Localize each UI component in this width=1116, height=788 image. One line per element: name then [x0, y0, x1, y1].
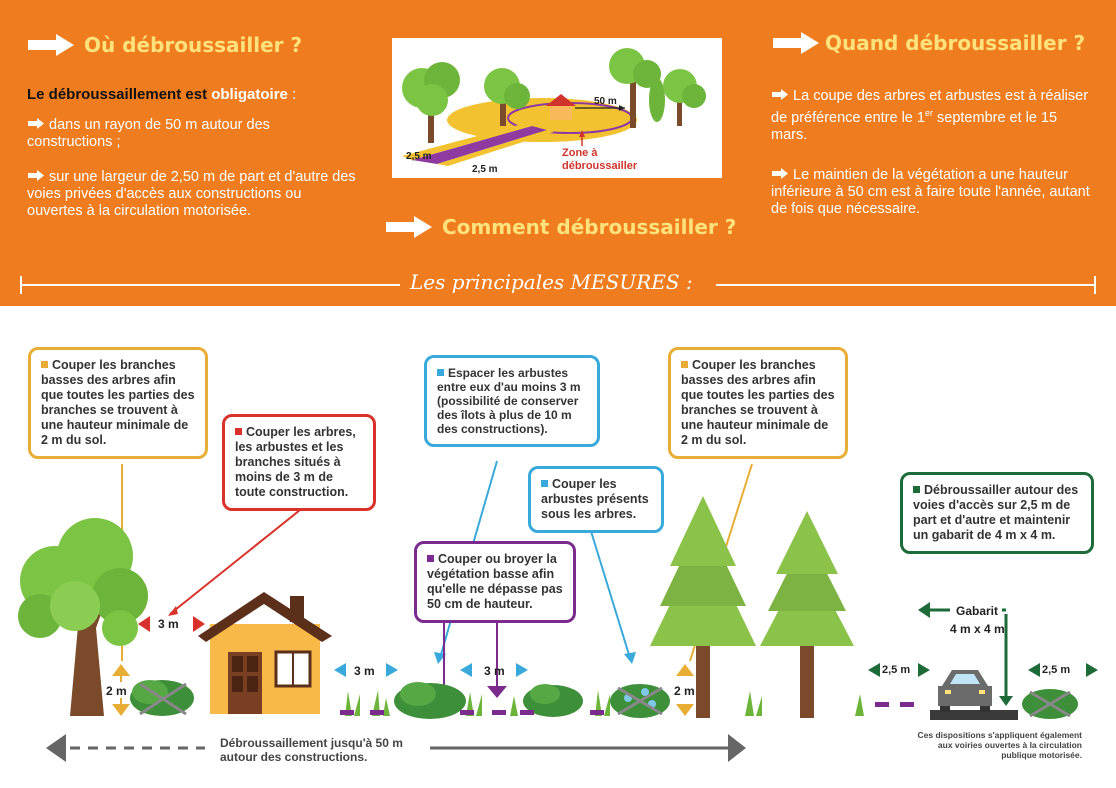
bubble-roads-text: Débroussailler autour des voies d'accès sur 2,5 m de part et d'autre et maintenir un gabarit de 4 m x 4 m. [913, 483, 1079, 542]
bubble-branches-right-text: Couper les branches basses des arbres afin que toutes les parties des branches se trouvent à une hauteur minimale de 2 m du sol. [681, 358, 835, 447]
house-icon [198, 592, 332, 714]
bubble-under-trees [528, 466, 664, 533]
bubble-spacing-text: Espacer les arbustes entre eux d'au moins 3 m (possibilité de conserver des îlots à plus de 10 m des constructions). [437, 366, 581, 436]
bubble-low-vegetation [414, 541, 576, 623]
arrow-right-icon [27, 118, 45, 129]
bubble-branches-left [28, 347, 208, 459]
arrow-right-icon [771, 89, 789, 100]
map-zone-line2: débroussailler [562, 160, 638, 172]
car-icon [938, 670, 992, 712]
dist-3m-b: 3 m [484, 664, 505, 678]
height-2m-left: 2 m [106, 684, 127, 698]
bubble-low-vegetation-text: Couper ou broyer la végétation basse afin qu'elle ne dépasse pas 50 cm de hauteur. [427, 552, 563, 611]
quand-title: Quand débroussailler ? [825, 31, 1086, 55]
bubble-spacing [424, 355, 600, 447]
fir-tree-icon [760, 511, 854, 718]
quand-item-1 [771, 88, 1091, 144]
bush-icon [1022, 689, 1078, 719]
blue-square-icon [541, 480, 548, 487]
bubble-cut-3m [222, 414, 376, 511]
green-square-icon [913, 486, 920, 493]
height-2m-right: 2 m [674, 684, 695, 698]
quand-item-1-text-a: La coupe des arbres et arbustes est à réaliser de préférence entre le 1 [771, 88, 1089, 126]
width-25m-right: 2,5 m [1042, 664, 1071, 676]
gabarit-label-1: Gabarit [956, 604, 999, 618]
mesures-title: Les principales MESURES : [410, 270, 693, 294]
ou-item-1-text: dans un rayon de 50 m autour des constructions ; [27, 117, 270, 150]
obligatoire-word: obligatoire [211, 86, 288, 103]
mesures-rule-right [716, 284, 1096, 286]
blue-square-icon [437, 369, 444, 376]
arrow-right-icon [771, 168, 789, 179]
pointer-line-b4 [590, 528, 630, 658]
quand-item-1-sup: er [924, 108, 933, 118]
arrow-right-icon [384, 214, 434, 240]
quand-item-1-text-b: septembre et le 15 mars. [771, 109, 1058, 143]
arrow-right-icon [771, 30, 821, 56]
bubble-under-trees-text: Couper les arbustes présents sous les arbres. [541, 477, 649, 521]
obligatoire-suffix: : [287, 86, 297, 103]
yellow-square-icon [41, 361, 48, 368]
quand-item-2-text: Le maintien de la végétation a une hauteur inférieure à 50 cm est à faire toute l'année, autant de fois que nécessaire. [771, 167, 1090, 217]
bubble-branches-right [668, 347, 848, 459]
footnote: Ces dispositions s'appliquent également aux voiries ouvertes à la circulation publique motorisée. [917, 730, 1082, 760]
dist-3m-house: 3 m [158, 617, 179, 631]
bubble-branches-left-text: Couper les branches basses des arbres afin que toutes les parties des branches se trouvent à une hauteur minimale de 2 m du sol. [41, 358, 195, 447]
yellow-square-icon [681, 361, 688, 368]
map-width-b: 2,5 m [472, 164, 498, 175]
red-square-icon [235, 428, 242, 435]
map-zone-line1: Zone à [562, 147, 598, 159]
width-25m-left: 2,5 m [882, 664, 911, 676]
comment-title: Comment débroussailler ? [442, 215, 737, 239]
ou-item-2-text: sur une largeur de 2,50 m de part et d'autre des voies privées d'accès aux constructions ou ouvertes à la circulation motorisée. [27, 169, 356, 219]
mesures-rule-tick-left [20, 276, 22, 294]
zone-map-illustration [392, 38, 722, 178]
bottom-line-1: Débroussaillement jusqu'à 50 m [220, 736, 403, 750]
header-band [0, 0, 1116, 306]
bubble-roads [900, 472, 1094, 554]
obligatoire-line [27, 86, 357, 103]
map-distance-50: 50 m [594, 96, 617, 107]
map-width-a: 2,5 m [406, 151, 432, 162]
bush-icon [610, 684, 670, 718]
quand-item-2 [771, 167, 1101, 218]
dist-3m-a: 3 m [354, 664, 375, 678]
obligatoire-prefix: Le débroussaillement est [27, 86, 212, 103]
arrow-right-icon [26, 32, 76, 58]
ou-item-2 [27, 169, 357, 220]
arrow-right-icon [27, 170, 45, 181]
pointer-line-b2 [170, 510, 300, 614]
zone-map [392, 38, 722, 178]
bush-icon [130, 680, 194, 716]
tree-icon [18, 518, 148, 716]
bush-icon [394, 682, 466, 719]
ou-title: Où débroussailler ? [84, 33, 303, 57]
purple-square-icon [427, 555, 434, 562]
bubble-cut-3m-text: Couper les arbres, les arbustes et les branches situés à moins de 3 m de toute construction. [235, 425, 356, 499]
mesures-rule-tick-right [1094, 276, 1096, 294]
fir-tree-icon [650, 496, 756, 718]
bottom-line-2: autour des constructions. [220, 750, 368, 764]
mesures-rule-left [20, 284, 400, 286]
gabarit-label-2: 4 m x 4 m [950, 622, 1005, 636]
ou-item-1 [27, 117, 347, 151]
